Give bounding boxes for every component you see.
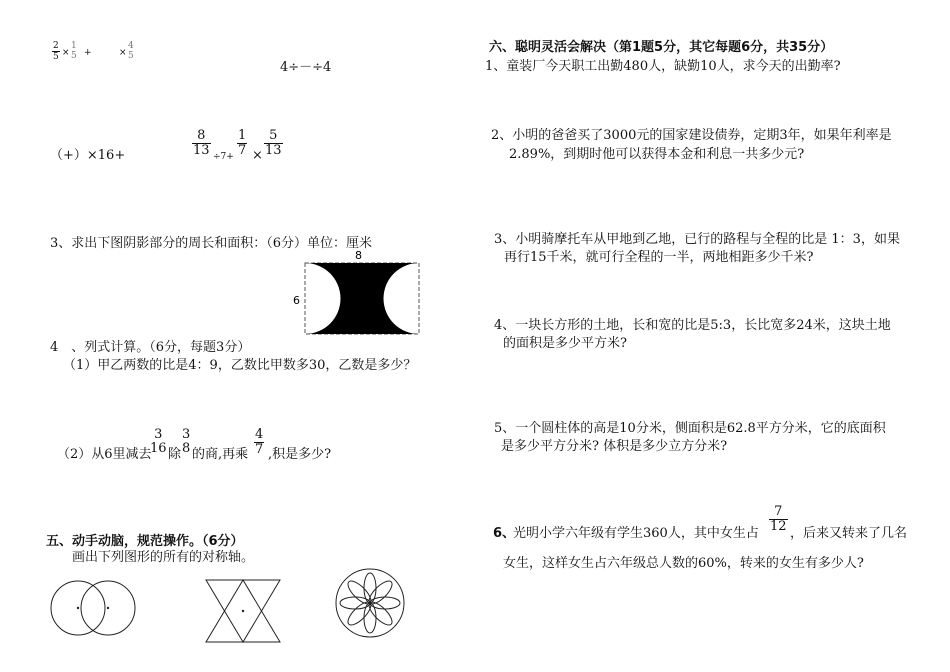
- fraction-7-12: $\frac{7}{12}$: [770, 504, 787, 534]
- fraction-4-7: $\frac{4}{7}$: [255, 427, 264, 457]
- section-5-heading: 五、动手动脑，规范操作。（6分）: [46, 534, 244, 549]
- shaded-rectangle-figure: [290, 246, 430, 341]
- fraction-c: 4 5: [128, 41, 134, 61]
- question-4-2-prefix: （2）从6里减去: [57, 447, 152, 462]
- fraction-a: $\frac{2}{5}$: [53, 41, 59, 62]
- problem-2-line-1: 2、小明的爸爸买了3000元的国家建设债券，定期3年，如果年利率是: [491, 128, 892, 143]
- problem-5-line-2: 是多少平方分米? 体积是多少立方分米?: [501, 439, 728, 454]
- question-4-2-mid: 除: [168, 447, 182, 462]
- question-3: 3、求出下图阴影部分的周长和面积：（6分）单位：厘米: [50, 236, 373, 251]
- problem-3-line-1: 3、小明骑摩托车从甲地到乙地，已行的路程与全程的比是 1：3，如果: [494, 232, 900, 247]
- fraction-3-16: 3 16: [150, 427, 167, 456]
- section-5-instruction: 画出下列图形的所有的对称轴。: [72, 550, 255, 565]
- problem-6-line-2: 女生，这样女生占六年级总人数的60%，转来的女生有多少人?: [503, 556, 864, 571]
- problem-5-line-1: 5、一个圆柱体的高是10分米，侧面积是62.8平方分米，它的底面积: [494, 421, 886, 436]
- section-6-heading: 六、聪明灵活会解决（第1题5分，其它每题6分，共35分）: [489, 40, 834, 55]
- calc-row-3: （+）×16+: [50, 148, 126, 163]
- fraction-5-13: $\frac{5}{13}$: [265, 128, 282, 158]
- problem-4-line-1: 4、一块长方形的土地，长和宽的比是5:3，长比宽多24米，这块土地: [494, 318, 891, 333]
- times-sign-2: ×: [119, 48, 127, 58]
- question-4-1: （1）甲乙两数的比是4：9，乙数比甲数多30，乙数是多少？: [63, 358, 417, 373]
- problem-4-line-2: 的面积是多少平方米?: [503, 336, 627, 351]
- problem-6-line-1-end: ，后来又转来了几名: [790, 526, 908, 541]
- figure-side-label: 6: [293, 294, 300, 307]
- overlapping-circles-figure: [50, 580, 140, 640]
- problem-2-line-2: 2.89%，到期时他可以获得本金和利息一共多少元?: [509, 147, 805, 162]
- problem-3-line-2: 再行15千米，就可行全程的一半，两地相距多少千米?: [504, 250, 814, 265]
- fraction-1-7: $\frac{1}{7}$: [238, 128, 247, 158]
- question-4-2-suffix: ,积是多少?: [268, 447, 332, 462]
- figure-top-label: 8: [355, 249, 362, 262]
- question-4-2-mid2: 的商,再乘: [192, 447, 249, 462]
- problem-1: 1、童装厂今天职工出勤480人，缺勤10人，求今天的出勤率?: [485, 59, 841, 74]
- calc-row-2: 4÷－÷4: [280, 60, 332, 75]
- problem-6-number: 6、: [493, 526, 516, 541]
- problem-6-line-1: 光明小学六年级有学生360人，其中女生占: [513, 526, 759, 541]
- times-sign: ×: [62, 48, 70, 58]
- plus-sign: +: [84, 48, 92, 58]
- question-4: 4 、列式计算。（6分，每题3分）: [50, 340, 251, 355]
- hexagram-figure: [204, 578, 284, 644]
- fraction-3-8: 3 8: [182, 427, 191, 456]
- divide-seven-plus: ÷7+: [213, 152, 234, 162]
- fraction-b: 1 5: [71, 41, 77, 61]
- fraction-8-13: $\frac{8}{13}$: [193, 128, 210, 158]
- flower-circle-figure: [335, 568, 407, 640]
- times-sign-3: ×: [252, 148, 263, 163]
